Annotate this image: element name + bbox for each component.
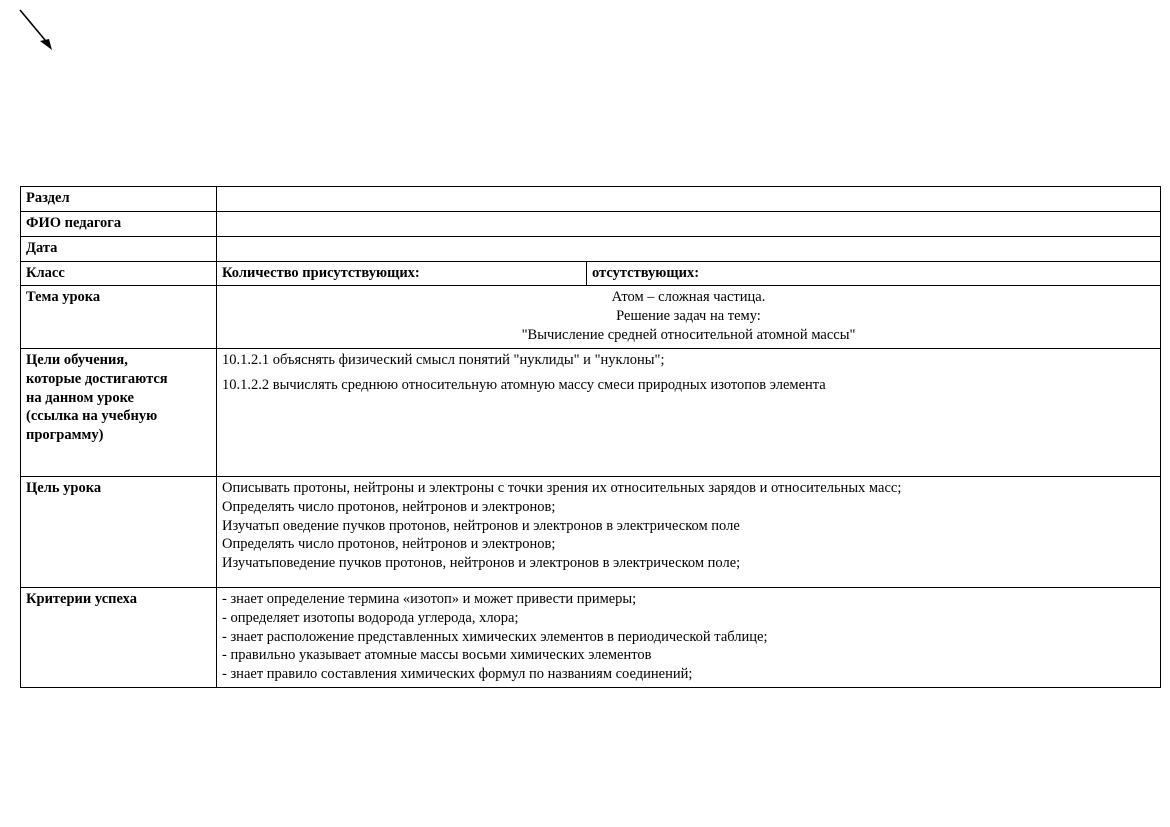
lesson-aim-line-4: Определять число протонов, нейтронов и электронов;	[222, 536, 556, 553]
label-lesson-aim-text: Цель урока	[26, 479, 102, 496]
label-teacher	[21, 211, 217, 236]
lesson-aim-line-2: Определять число протонов, нейтронов и электронов;	[222, 498, 556, 515]
value-learning-goals	[217, 348, 1161, 476]
label-success-criteria	[21, 587, 217, 687]
value-success-criteria	[217, 587, 1161, 687]
label-teacher-text: ФИО педагога	[26, 214, 122, 231]
value-teacher[interactable]	[217, 211, 1161, 236]
table-row-lesson-aim	[21, 476, 1161, 587]
learning-goal-item-1: 10.1.2.1 объяснять физический смысл понятий "нуклиды" и "нуклоны";	[222, 351, 665, 368]
table-row-success-criteria	[21, 587, 1161, 687]
success-criteria-line-5: - знает правило составления химических формул по названиям соединений;	[222, 666, 693, 683]
table-row-section	[21, 187, 1161, 212]
label-class-text: Класс	[26, 264, 65, 281]
label-present-count: Количество присутствующих:	[217, 261, 587, 286]
label-topic	[21, 286, 217, 349]
topic-line-1: Атом – сложная частица.	[611, 289, 766, 306]
value-section[interactable]	[217, 187, 1161, 212]
success-criteria-line-3: - знает расположение представленных химических элементов в периодической таблице;	[222, 628, 768, 645]
value-topic	[217, 286, 1161, 349]
table-row-date	[21, 236, 1161, 261]
label-learning-goals-line-3: на данном уроке	[26, 389, 134, 406]
label-success-criteria-text: Критерии успеха	[26, 590, 137, 607]
value-lesson-aim	[217, 476, 1161, 587]
label-date-text: Дата	[26, 239, 58, 256]
table-row-class	[21, 261, 1161, 286]
label-learning-goals-line-1: Цели обучения,	[26, 351, 128, 368]
mouse-cursor-arrow	[18, 8, 68, 58]
label-section	[21, 187, 217, 212]
topic-line-2: Решение задач на тему:	[616, 308, 761, 325]
lesson-plan-table	[20, 186, 1161, 688]
success-criteria-line-4: - правильно указывает атомные массы восьми химических элементов	[222, 647, 652, 664]
success-criteria-line-2: - определяет изотопы водорода углерода, хлора;	[222, 609, 519, 626]
topic-line-3: "Вычисление средней относительной атомной массы"	[521, 327, 856, 344]
label-date	[21, 236, 217, 261]
label-learning-goals	[21, 348, 217, 476]
label-absent-count: отсутствующих:	[587, 261, 1161, 286]
label-learning-goals-line-2: которые достигаются	[26, 370, 168, 387]
label-section-text: Раздел	[26, 190, 70, 206]
value-date[interactable]	[217, 236, 1161, 261]
table-row-learning-goals	[21, 348, 1161, 476]
lesson-aim-line-3: Изучатьп оведение пучков протонов, нейтронов и электронов в электрическом поле	[222, 517, 740, 534]
success-criteria-line-1: - знает определение термина «изотоп» и может привести примеры;	[222, 590, 637, 607]
lesson-aim-line-1: Описывать протоны, нейтроны и электроны с точки зрения их относительных зарядов и относительных масс;	[222, 479, 902, 496]
label-topic-text: Тема урока	[26, 289, 101, 306]
label-class	[21, 261, 217, 286]
label-learning-goals-line-5: программу)	[26, 427, 104, 444]
table-row-teacher	[21, 211, 1161, 236]
label-lesson-aim	[21, 476, 217, 587]
learning-goal-item-2: 10.1.2.2 вычислять среднюю относительную атомную массу смеси природных изотопов элемента	[222, 376, 826, 393]
label-learning-goals-line-4: (ссылка на учебную	[26, 408, 158, 425]
table-row-topic	[21, 286, 1161, 349]
lesson-aim-line-5: Изучатьповедение пучков протонов, нейтронов и электронов в электрическом поле;	[222, 555, 741, 572]
